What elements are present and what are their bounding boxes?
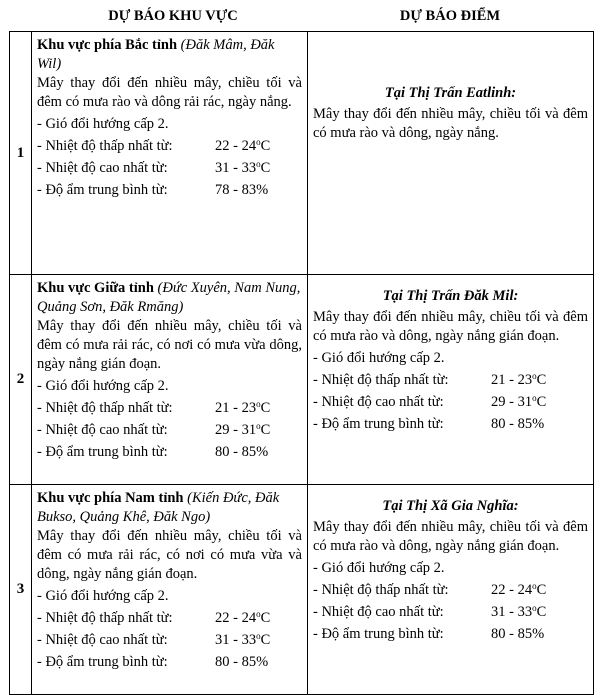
min-temp-value: 21 - 23	[491, 372, 533, 388]
max-temp-label: - Nhiệt độ cao nhất từ:	[37, 160, 168, 176]
min-temp-value: 22 - 24	[491, 582, 533, 598]
min-temp-label: - Nhiệt độ thấp nhất từ:	[313, 582, 449, 598]
wind-line	[37, 587, 302, 606]
region-heading	[37, 489, 302, 527]
degree-sign: o	[256, 609, 261, 619]
temp-unit: C	[536, 394, 547, 410]
table-header	[9, 6, 593, 28]
regional-forecast-cell	[32, 32, 308, 275]
table-row	[10, 32, 594, 275]
point-forecast-cell	[308, 32, 594, 275]
header-point-forecast: DỰ BÁO ĐIỂM	[399, 8, 501, 24]
degree-sign: o	[532, 581, 537, 591]
min-temp-value: 22 - 24	[215, 610, 257, 626]
temp-unit: C	[260, 160, 271, 176]
point-description: Mây thay đổi đến nhiều mây, chiều tối và đêm có mưa rào và dông, ngày nắng gián đoạn.	[313, 519, 588, 554]
table-row	[10, 485, 594, 695]
point-title: Tại Thị Trấn Eatlinh:	[384, 85, 517, 101]
wind-text: - Gió đổi hướng cấp 2.	[37, 116, 169, 132]
degree-sign: o	[256, 137, 261, 147]
min-temp-line	[37, 399, 302, 418]
region-subareas: (Kiến Đức, Đăk Bukso, Quảng Khê, Đăk Ngo)	[37, 490, 280, 525]
max-temp-value: 31 - 33	[491, 604, 533, 620]
min-temp-line	[37, 137, 302, 156]
temp-unit: C	[536, 604, 547, 620]
min-temp-line	[313, 581, 588, 600]
degree-sign: o	[256, 399, 261, 409]
region-description: Mây thay đổi đến nhiều mây, chiều tối và đêm có mưa rải rác, có nơi có mưa vừa và dông, ngày nắng gián đoạn.	[37, 528, 302, 582]
wind-text: - Gió đổi hướng cấp 2.	[37, 588, 169, 604]
table-row	[10, 275, 594, 485]
point-title: Tại Thị Xã Gia Nghĩa:	[382, 498, 519, 514]
region-title: Khu vực phía Nam tỉnh	[37, 490, 184, 506]
point-description: Mây thay đổi đến nhiều mây, chiều tối và đêm có mưa rào và dông, ngày nắng gián đoạn.	[313, 309, 588, 344]
row-number: 1	[10, 32, 32, 275]
temp-unit: C	[536, 372, 547, 388]
degree-sign: o	[256, 631, 261, 641]
wind-line	[313, 559, 588, 578]
min-temp-line	[313, 371, 588, 390]
region-description: Mây thay đổi đến nhiều mây, chiều tối và đêm có mưa rải rác, có nơi có mưa vừa dông, ngày nắng gián đoạn.	[37, 318, 302, 372]
degree-sign: o	[256, 159, 261, 169]
region-title: Khu vực Giữa tỉnh	[37, 280, 154, 296]
point-title: Tại Thị Trấn Đăk Mil:	[382, 288, 519, 304]
region-title: Khu vực phía Bắc tỉnh	[37, 37, 178, 53]
point-description: Mây thay đổi đến nhiều mây, chiều tối và đêm có mưa rào và dông, ngày nắng.	[313, 106, 588, 141]
min-temp-line	[37, 609, 302, 628]
humidity-value: 78 - 83%	[215, 182, 269, 198]
humidity-value: 80 - 85%	[491, 626, 545, 642]
humidity-label: - Độ ẩm trung bình từ:	[313, 416, 444, 432]
max-temp-value: 31 - 33	[215, 160, 257, 176]
point-forecast-cell	[308, 275, 594, 485]
humidity-label: - Độ ẩm trung bình từ:	[37, 654, 168, 670]
regional-forecast-cell	[32, 275, 308, 485]
region-heading	[37, 36, 302, 74]
min-temp-label: - Nhiệt độ thấp nhất từ:	[37, 138, 173, 154]
min-temp-label: - Nhiệt độ thấp nhất từ:	[37, 610, 173, 626]
min-temp-label: - Nhiệt độ thấp nhất từ:	[313, 372, 449, 388]
max-temp-label: - Nhiệt độ cao nhất từ:	[313, 604, 444, 620]
temp-unit: C	[260, 138, 271, 154]
point-forecast-cell	[308, 485, 594, 695]
wind-line	[37, 115, 302, 134]
max-temp-line	[37, 421, 302, 440]
temp-unit: C	[260, 400, 271, 416]
wind-text: - Gió đổi hướng cấp 2.	[37, 378, 169, 394]
region-heading	[37, 279, 302, 317]
region-description: Mây thay đổi đến nhiều mây, chiều tối và đêm có mưa rào và dông rải rác, ngày nắng.	[37, 75, 302, 110]
max-temp-line	[313, 393, 588, 412]
humidity-label: - Độ ẩm trung bình từ:	[313, 626, 444, 642]
temp-unit: C	[260, 610, 271, 626]
max-temp-label: - Nhiệt độ cao nhất từ:	[313, 394, 444, 410]
row-number: 3	[10, 485, 32, 695]
max-temp-label: - Nhiệt độ cao nhất từ:	[37, 422, 168, 438]
humidity-label: - Độ ẩm trung bình từ:	[37, 444, 168, 460]
humidity-line	[37, 181, 302, 200]
region-subareas: (Đức Xuyên, Nam Nung, Quảng Sơn, Đăk Rmăng)	[37, 280, 301, 315]
max-temp-value: 29 - 31	[491, 394, 533, 410]
max-temp-value: 29 - 31	[215, 422, 257, 438]
temp-unit: C	[260, 632, 271, 648]
humidity-line	[313, 625, 588, 644]
degree-sign: o	[532, 371, 537, 381]
max-temp-line	[313, 603, 588, 622]
humidity-line	[313, 415, 588, 434]
wind-line	[37, 377, 302, 396]
min-temp-value: 21 - 23	[215, 400, 257, 416]
temp-unit: C	[260, 422, 271, 438]
wind-text: - Gió đổi hướng cấp 2.	[313, 560, 445, 576]
degree-sign: o	[256, 421, 261, 431]
min-temp-value: 22 - 24	[215, 138, 257, 154]
max-temp-value: 31 - 33	[215, 632, 257, 648]
regional-forecast-cell	[32, 485, 308, 695]
temp-unit: C	[536, 582, 547, 598]
row-number: 2	[10, 275, 32, 485]
wind-text: - Gió đổi hướng cấp 2.	[313, 350, 445, 366]
max-temp-line	[37, 159, 302, 178]
max-temp-line	[37, 631, 302, 650]
max-temp-label: - Nhiệt độ cao nhất từ:	[37, 632, 168, 648]
forecast-table	[9, 31, 594, 695]
humidity-line	[37, 443, 302, 462]
region-subareas: (Đăk Mâm, Đăk Wil)	[37, 37, 275, 72]
degree-sign: o	[532, 393, 537, 403]
min-temp-label: - Nhiệt độ thấp nhất từ:	[37, 400, 173, 416]
humidity-line	[37, 653, 302, 672]
humidity-label: - Độ ẩm trung bình từ:	[37, 182, 168, 198]
degree-sign: o	[532, 603, 537, 613]
humidity-value: 80 - 85%	[215, 654, 269, 670]
humidity-value: 80 - 85%	[491, 416, 545, 432]
header-regional-forecast: DỰ BÁO KHU VỰC	[108, 8, 238, 24]
humidity-value: 80 - 85%	[215, 444, 269, 460]
wind-line	[313, 349, 588, 368]
